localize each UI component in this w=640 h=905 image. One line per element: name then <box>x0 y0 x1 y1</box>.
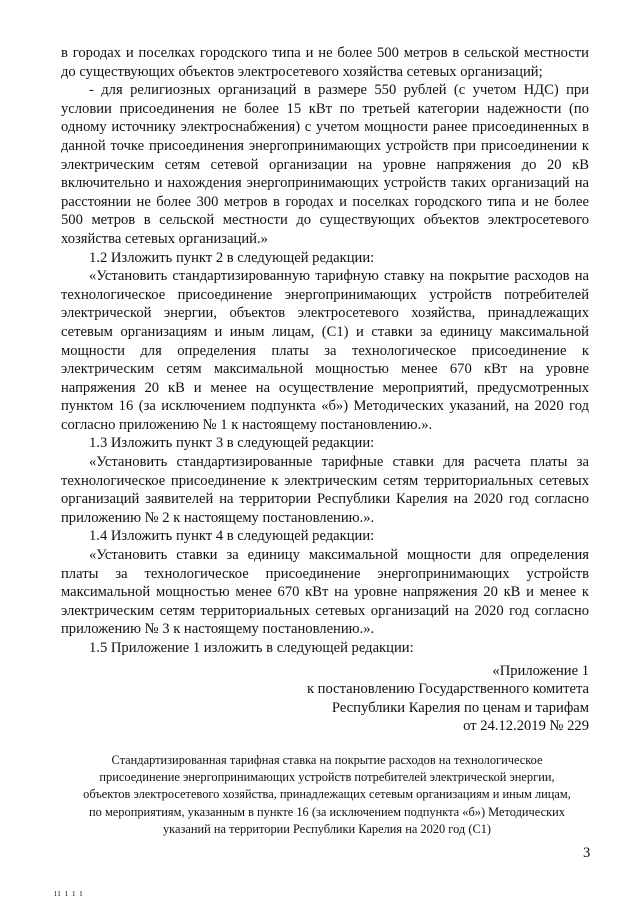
paragraph-item-1-5: 1.5 Приложение 1 изложить в следующей редакции: <box>89 640 414 656</box>
appendix-header-line: к постановлению Государственного комитета <box>306 681 589 698</box>
paragraph-0: в городах и поселках городского типа и не более 500 метров в сельской местности до существующих объектов электросетевого хозяйства сетевых организаций; <box>61 45 589 80</box>
paragraph-item-1-3-text: «Установить стандартизированные тарифные ставки для расчета платы за технологическое присоединение к электрическим сетям территориальных сетевых организаций заявителей на территории Республики Карелия на 2020 год согласно приложению № 2 к настоящему постановлению.». <box>61 454 589 526</box>
paragraph-item-1-2-text: «Установить стандартизированную тарифную ставку на покрытие расходов на технологическое присоединение энергопринимающих устройств потребителей электрической энергии, объектов электросетевого хозяйства, принадлежащих сетевым организациям и иным лицам, (С1) и ставки за единицу максимальной мощности для определения платы за технологическое присоединение к электрическим сетям максимальной мощностью менее 670 кВт на уровне напряжения 20 кВ и менее на осуществление мероприятий, предусмотренных пунктом 16 (за исключением подпункта «б») Методических указаний, на 2020 год согласно приложению № 1 к настоящему постановлению.». <box>61 268 589 433</box>
appendix-header-line: от 24.12.2019 № 229 <box>463 718 589 735</box>
scan-marks: ıı ı ı ı <box>54 888 84 899</box>
appendix-header-line: «Приложение 1 <box>492 662 589 679</box>
paragraph-item-1-4: 1.4 Изложить пункт 4 в следующей редакции: <box>89 528 375 545</box>
page-number: 3 <box>583 845 591 861</box>
document-page <box>61 44 589 838</box>
appendix-header-line: Республики Карелия по ценам и тарифам <box>331 699 589 716</box>
appendix-header <box>61 662 589 736</box>
paragraph-religious-organizations: - для религиозных организаций в размере 550 рублей (с учетом НДС) при условии присоединения не более 15 кВт по третьей категории надежности (по одному источнику электроснабжения) с учетом мощности ранее присоединенных в данной точке присоединения энергопринимающих устройств при присоединении к электрическим сетям сетевой организации на уровне напряжения до 20 кВ включительно и нахождения энергопринимающих устройств таких организаций на расстоянии не более 300 метров в городах и поселках городского типа и не более 500 метров в сельской местности до существующих объектов электросетевого хозяйства сетевых организаций.» <box>61 82 589 247</box>
table-caption: Стандартизированная тарифная ставка на покрытие расходов на технологическое присоединение энергопринимающих устройств потребителей электрической энергии, объектов электросетевого хозяйства, принадлежащих сетевым организациям и иным лицам, по мероприятиям, указанным в пункте 16 (за исключением подпункта «б») Методических указаний на территории Республики Карелия на 2020 год (С1) <box>83 752 571 836</box>
paragraph-item-1-3: 1.3 Изложить пункт 3 в следующей редакции: <box>89 435 375 452</box>
paragraph-item-1-4-text: «Установить ставки за единицу максимальной мощности для определения платы за технологическое присоединение энергопринимающих устройств максимальной мощностью менее 670 кВт на уровне напряжения 20 кВ и менее к электрическим сетям территориальных сетевых организаций на 2020 год согласно приложению № 3 к настоящему постановлению.». <box>61 547 589 638</box>
paragraph-item-1-2: 1.2 Изложить пункт 2 в следующей редакции: <box>89 249 375 266</box>
